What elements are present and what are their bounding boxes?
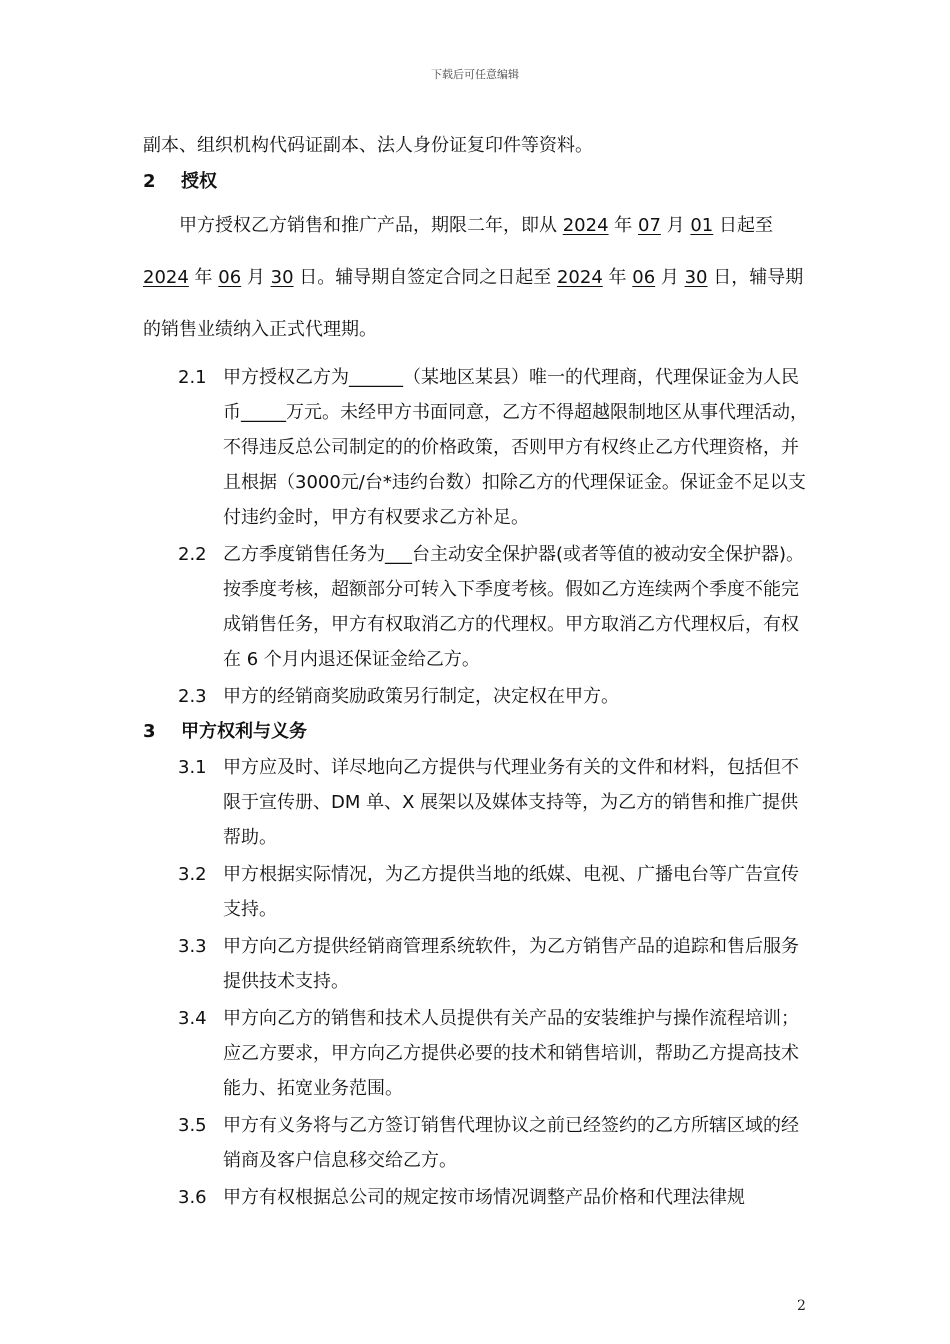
clause-text: 甲方根据实际情况，为乙方提供当地的纸媒、电视、广播电台等广告宣传支持。 bbox=[223, 864, 799, 920]
clause-3-1 bbox=[143, 750, 813, 855]
clause-text: 甲方向乙方提供经销商管理系统软件，为乙方销售产品的追踪和售后服务提供技术支持。 bbox=[223, 936, 799, 992]
clause-number: 3.4 bbox=[178, 1008, 207, 1029]
clause-number: 3.1 bbox=[178, 757, 207, 778]
page-number: 2 bbox=[797, 1298, 806, 1314]
authorization-paragraph: 甲方授权乙方销售和推广产品，期限二年，即从 2024 年 07 月 01 日起至 2024 年 06 月 30 日。辅导期自签定合同之日起至 2024 年 06 月 30 日，辅导期的销售业绩纳入正式代理期。 bbox=[143, 215, 804, 340]
page-header: 下载后可任意编辑 bbox=[431, 68, 519, 81]
clause-number: 2.1 bbox=[178, 367, 207, 388]
clause-text: 甲方应及时、详尽地向乙方提供与代理业务有关的文件和材料，包括但不限于宣传册、DM 单、X 展架以及媒体支持等，为乙方的销售和推广提供帮助。 bbox=[223, 757, 799, 848]
start-year: 2024 bbox=[562, 215, 609, 236]
section-3-heading bbox=[143, 714, 813, 750]
clause-number: 3.2 bbox=[178, 864, 207, 885]
section-number: 3 bbox=[143, 721, 156, 742]
clause-3-4 bbox=[143, 1001, 813, 1106]
clause-2-2 bbox=[143, 537, 813, 677]
clause-3-3 bbox=[143, 929, 813, 999]
clause-3-2 bbox=[143, 857, 813, 927]
clause-3-5 bbox=[143, 1108, 813, 1178]
continuation-paragraph: 副本、组织机构代码证副本、法人身份证复印件等资料。 bbox=[143, 135, 593, 156]
clause-number: 2.2 bbox=[178, 544, 207, 565]
clause-number: 3.5 bbox=[178, 1115, 207, 1136]
start-day: 01 bbox=[690, 215, 714, 236]
end-month: 06 bbox=[218, 267, 242, 288]
clause-text: 甲方有义务将与乙方签订销售代理协议之前已经签约的乙方所辖区域的经销商及客户信息移交给乙方。 bbox=[223, 1115, 799, 1171]
clause-2-3 bbox=[143, 679, 813, 714]
clause-number: 3.3 bbox=[178, 936, 207, 957]
document-body bbox=[143, 128, 813, 1215]
coaching-month: 06 bbox=[632, 267, 656, 288]
clause-text: 甲方授权乙方为______（某地区某县）唯一的代理商，代理保证金为人民币_____万元。未经甲方书面同意，乙方不得超越限制地区从事代理活动，不得违反总公司制定的的价格政策，否则甲方有权终止乙方代理资格，并且根据（3000元/台*违约台数）扣除乙方的代理保证金。保证金不足以支付违约金时，甲方有权要求乙方补足。 bbox=[223, 367, 808, 528]
end-day: 30 bbox=[270, 267, 294, 288]
clause-text: 甲方有权根据总公司的规定按市场情况调整产品价格和代理法律规 bbox=[223, 1187, 745, 1208]
clause-text: 乙方季度销售任务为___台主动安全保护器(或者等值的被动安全保护器)。按季度考核，超额部分可转入下季度考核。假如乙方连续两个季度不能完成销售任务，甲方有权取消乙方的代理权。甲方取消乙方代理权后，有权在 6 个月内退还保证金给乙方。 bbox=[223, 544, 805, 670]
coaching-day: 30 bbox=[684, 267, 708, 288]
clause-text: 甲方的经销商奖励政策另行制定，决定权在甲方。 bbox=[223, 686, 619, 707]
clause-2-1 bbox=[143, 360, 813, 535]
clause-number: 2.3 bbox=[178, 686, 207, 707]
end-year: 2024 bbox=[143, 267, 189, 288]
section-2-heading bbox=[143, 164, 813, 200]
clause-number: 3.6 bbox=[178, 1187, 207, 1208]
section-number: 2 bbox=[143, 171, 156, 192]
coaching-year: 2024 bbox=[556, 267, 603, 288]
clause-text: 甲方向乙方的销售和技术人员提供有关产品的安装维护与操作流程培训；应乙方要求，甲方向乙方提供必要的技术和销售培训，帮助乙方提高技术能力、拓宽业务范围。 bbox=[223, 1008, 799, 1099]
section-title: 授权 bbox=[181, 171, 217, 192]
section-title: 甲方权利与义务 bbox=[181, 721, 307, 742]
start-month: 07 bbox=[638, 215, 661, 236]
clause-3-6 bbox=[143, 1180, 813, 1215]
